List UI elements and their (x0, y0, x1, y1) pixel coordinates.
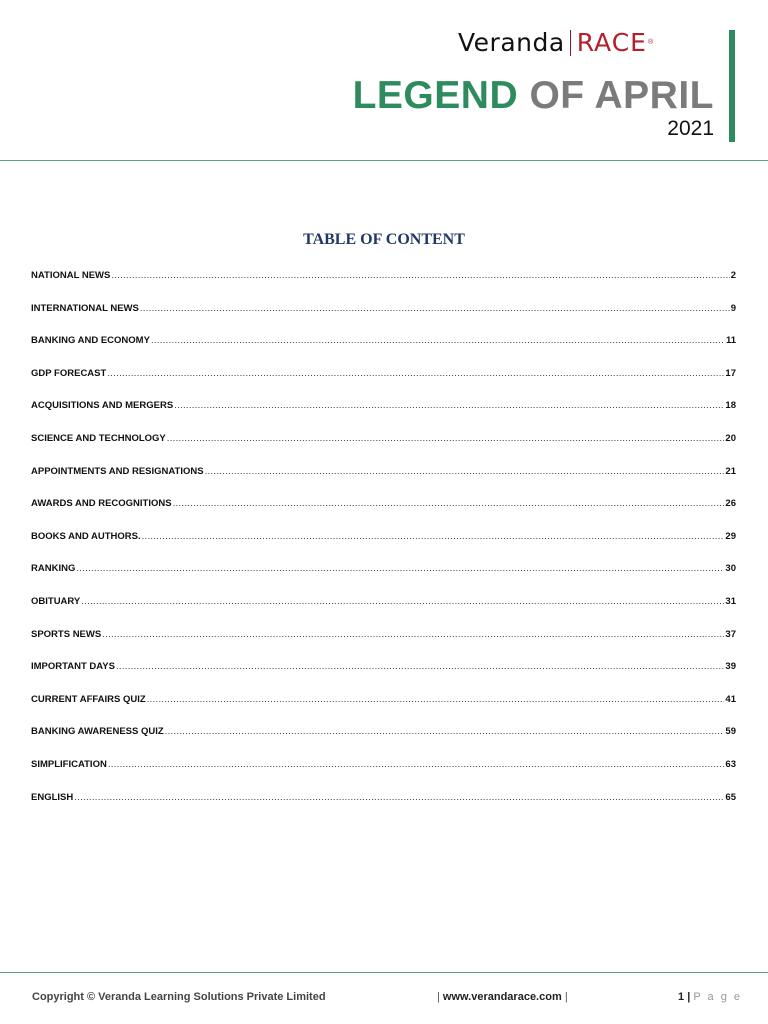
toc-dot-leader (102, 629, 724, 640)
toc-dot-leader (107, 368, 724, 379)
toc-entry-label: ENGLISH (31, 791, 74, 803)
logo-race-text: RACE (576, 28, 647, 57)
toc-dot-leader (173, 498, 725, 509)
footer-divider (0, 972, 768, 973)
toc-dot-leader (174, 400, 724, 411)
toc-dot-leader (140, 303, 730, 314)
toc-entry[interactable] (31, 498, 736, 531)
toc-entry[interactable] (31, 759, 736, 792)
toc-entry-label: RANKING (31, 563, 76, 575)
toc-entry-page: 65 (725, 791, 736, 803)
toc-dot-leader (151, 335, 725, 346)
toc-entry-label: CURRENT AFFAIRS QUIZ (31, 693, 146, 705)
toc-entry[interactable] (31, 661, 736, 694)
toc-dot-leader (142, 531, 725, 542)
toc-entry-page: 26 (725, 498, 736, 510)
toc-entry-page: 63 (725, 758, 736, 770)
title-of-april: OF APRIL (529, 74, 714, 117)
toc-entry[interactable] (31, 726, 736, 759)
logo-veranda-text: Veranda (458, 28, 565, 57)
registered-mark: ® (647, 39, 654, 46)
header-accent-bar (729, 30, 735, 142)
toc-entry-label: GDP FORECAST (31, 367, 107, 379)
toc-dot-leader (76, 563, 724, 574)
toc-dot-leader (165, 726, 725, 737)
toc-entry-page: 29 (725, 530, 736, 542)
toc-entry[interactable] (31, 563, 736, 596)
footer-page-word: P a g e (693, 991, 742, 1003)
toc-entry-label: BANKING AND ECONOMY (31, 335, 150, 347)
toc-entry-page: 30 (725, 563, 736, 575)
toc-title: TABLE OF CONTENT (303, 231, 465, 248)
toc-entry-label: AWARDS AND RECOGNITIONS (31, 498, 172, 510)
toc-dot-leader (116, 661, 724, 672)
toc-dot-leader (111, 270, 729, 281)
toc-entry-page: 59 (725, 726, 736, 738)
page-footer (0, 991, 768, 1007)
toc-entry-label: BOOKS AND AUTHORS. (31, 530, 141, 542)
toc-entry-page: 2 (730, 270, 736, 281)
toc-entry[interactable] (31, 270, 736, 303)
toc-entry-page: 9 (730, 302, 736, 314)
toc-entry[interactable] (31, 629, 736, 662)
toc-entry[interactable] (31, 694, 736, 727)
header-divider (0, 160, 768, 161)
toc-entry[interactable] (31, 792, 736, 825)
toc-entry-label: BANKING AWARENESS QUIZ (31, 726, 164, 738)
toc-dot-leader (167, 433, 725, 444)
toc-entry-label: NATIONAL NEWS (31, 270, 111, 281)
toc-entry-page: 18 (725, 400, 736, 412)
footer-page-number: 1 (678, 991, 685, 1003)
logo-divider (570, 30, 571, 56)
toc-entry-page: 37 (725, 628, 736, 640)
toc-entry-page: 39 (725, 661, 736, 673)
footer-page-pipe: | (687, 991, 691, 1003)
toc-entry-label: SPORTS NEWS (31, 628, 102, 640)
toc-entry-label: INTERNATIONAL NEWS (31, 302, 139, 314)
brand-logo (458, 28, 653, 57)
toc-dot-leader (81, 596, 724, 607)
toc-dot-leader (74, 792, 724, 803)
document-year: 2021 (667, 117, 714, 140)
toc-entry-label: SCIENCE AND TECHNOLOGY (31, 432, 166, 444)
footer-website (437, 991, 568, 1003)
toc-entry-label: SIMPLIFICATION (31, 758, 107, 770)
footer-pipe-right: | (564, 991, 568, 1003)
footer-pipe-left: | (437, 991, 440, 1003)
toc-entry[interactable] (31, 400, 736, 433)
toc-dot-leader (108, 759, 725, 770)
toc-entry-page: 41 (725, 693, 736, 705)
toc-entry[interactable] (31, 368, 736, 401)
toc-entry[interactable] (31, 303, 736, 336)
toc-entry-label: IMPORTANT DAYS (31, 661, 115, 673)
toc-entry-page: 21 (725, 465, 736, 477)
toc-list (31, 270, 736, 824)
footer-copyright: Copyright © Veranda Learning Solutions Private Limited (32, 991, 326, 1003)
toc-dot-leader (205, 466, 725, 477)
footer-page-indicator (678, 991, 742, 1003)
toc-entry[interactable] (31, 466, 736, 499)
document-title (353, 74, 714, 118)
toc-entry-page: 20 (725, 432, 736, 444)
title-legend: LEGEND (352, 74, 519, 117)
toc-entry-label: APPOINTMENTS AND RESIGNATIONS (31, 465, 204, 477)
toc-dot-leader (147, 694, 725, 705)
toc-entry-page: 11 (725, 335, 736, 347)
toc-entry[interactable] (31, 433, 736, 466)
footer-website-link[interactable]: www.verandarace.com (442, 991, 562, 1003)
toc-entry[interactable] (31, 531, 736, 564)
toc-entry-label: OBITUARY (31, 595, 81, 607)
toc-entry-label: ACQUISITIONS AND MERGERS (31, 400, 174, 412)
toc-entry-page: 17 (725, 367, 736, 379)
toc-entry[interactable] (31, 596, 736, 629)
toc-entry[interactable] (31, 335, 736, 368)
toc-entry-page: 31 (725, 595, 736, 607)
